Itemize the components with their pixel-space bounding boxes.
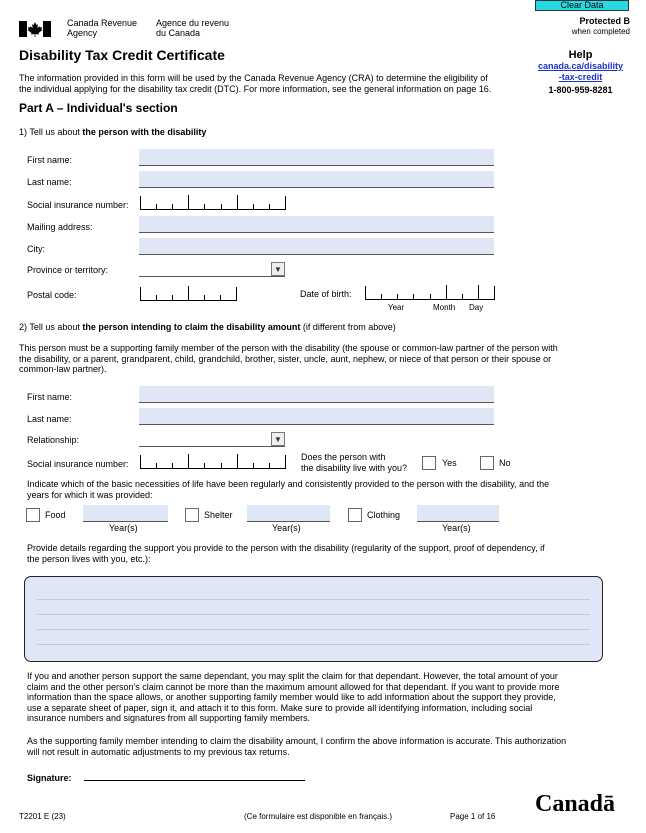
claimant-last-name-input[interactable] <box>139 408 494 425</box>
dob-input[interactable] <box>365 286 495 300</box>
relationship-label: Relationship: <box>27 435 80 445</box>
food-years-label: Year(s) <box>109 523 138 533</box>
french-note: (Ce formulaire est disponible en français.) <box>244 812 393 821</box>
signature-label: Signature: <box>27 773 72 783</box>
postal-code-label: Postal code: <box>27 290 77 300</box>
protected-notice: Protected B when completed <box>571 16 630 36</box>
last-name-label: Last name: <box>27 177 72 187</box>
canada-wordmark: Canadā <box>535 791 616 817</box>
clothing-years-label: Year(s) <box>442 523 471 533</box>
province-label: Province or territory: <box>27 265 109 275</box>
claimant-first-name-input[interactable] <box>139 386 494 403</box>
shelter-years-input[interactable] <box>247 505 330 522</box>
city-label: City: <box>27 244 45 254</box>
chevron-down-icon[interactable]: ▼ <box>271 262 285 276</box>
clear-data-button[interactable]: Clear Data <box>535 0 629 11</box>
live-with-question: Does the person with the disability live with you? <box>301 452 408 473</box>
shelter-years-label: Year(s) <box>272 523 301 533</box>
claimant-first-name-label: First name: <box>27 392 73 402</box>
sin-label: Social insurance number: <box>27 200 129 210</box>
first-name-input[interactable] <box>139 149 494 166</box>
food-years-input[interactable] <box>83 505 168 522</box>
help-link[interactable]: canada.ca/disability -tax-credit <box>537 61 624 82</box>
part-a-heading: Part A – Individual's section <box>19 101 178 115</box>
page-number: Page 1 of 16 <box>450 812 496 821</box>
claimant-sin-label: Social insurance number: <box>27 459 129 469</box>
month-label: Month <box>433 303 456 312</box>
split-claim-text: If you and another person support the same dependant, you may split the claim for that dependant. However, the total amount of your claim and the other person's claim cannot be more than the maximum amount allowed for that dependant. If you want to provide more information than the space allows, or another supporting family member would like to add information about the support they provide, use a separate sheet of paper, sign it, and attach it to this form. Make sure to provide all identifying information, including social insurance numbers and signatures from all supporting family members. <box>27 671 560 723</box>
day-label: Day <box>469 303 484 312</box>
shelter-label: Shelter <box>204 510 233 520</box>
section1-heading: 1) Tell us about the person with the disability <box>19 127 207 137</box>
yes-label: Yes <box>442 458 457 468</box>
dob-label: Date of birth: <box>300 289 352 299</box>
mailing-address-label: Mailing address: <box>27 222 93 232</box>
food-label: Food <box>45 510 66 520</box>
support-details-prompt: Provide details regarding the support you provide to the person with the disability (regularity of the support, proof of dependency, if the person lives with you, etc.): <box>27 543 545 564</box>
clothing-years-input[interactable] <box>417 505 499 522</box>
supporting-member-note: This person must be a supporting family member of the person with the disability (the spouse or common-law partner of the person with the disability, or a parent, grandparent, child, grandchild, brother, sister, uncle, aunt, nephew, or niece of that person or their spouse or common-law partner). <box>19 343 558 374</box>
form-code: T2201 E (23) <box>19 812 66 821</box>
clothing-checkbox[interactable] <box>348 508 362 522</box>
sin-input[interactable] <box>140 196 286 210</box>
no-label: No <box>499 458 511 468</box>
mailing-address-input[interactable] <box>139 216 494 233</box>
city-input[interactable] <box>139 238 494 255</box>
first-name-label: First name: <box>27 155 73 165</box>
section2-heading: 2) Tell us about the person intending to claim the disability amount (if different from above) <box>19 322 396 332</box>
live-with-no-checkbox[interactable] <box>480 456 494 470</box>
last-name-input[interactable] <box>139 171 494 188</box>
postal-code-input[interactable] <box>140 287 237 301</box>
live-with-yes-checkbox[interactable] <box>422 456 436 470</box>
dept-name-fr: Agence du revenu du Canada <box>156 18 230 38</box>
claimant-last-name-label: Last name: <box>27 414 72 424</box>
canada-flag-icon <box>19 21 51 37</box>
signature-line[interactable] <box>84 780 305 781</box>
chevron-down-icon[interactable]: ▼ <box>271 432 285 446</box>
help-box: Help canada.ca/disability -tax-credit 1-800-959-8281 <box>537 49 624 95</box>
year-label: Year <box>388 303 405 312</box>
clothing-label: Clothing <box>367 510 401 520</box>
form-title: Disability Tax Credit Certificate <box>19 47 225 63</box>
confirmation-text: As the supporting family member intending to claim the disability amount, I confirm the above information is accurate. This authorization will not result in automatic adjustments to my previous tax returns. <box>27 736 567 757</box>
relationship-select[interactable] <box>139 432 285 447</box>
support-details-textarea[interactable] <box>24 576 603 662</box>
intro-text: The information provided in this form will be used by the Canada Revenue Agency (CRA) to determine the eligibility of the individual applying for the disability tax credit (DTC). For more information, see the general information on page 16. <box>19 73 492 94</box>
dept-name-en: Canada Revenue Agency <box>67 18 138 38</box>
province-select[interactable] <box>139 262 285 277</box>
necessities-text: Indicate which of the basic necessities of life have been regularly and consistently provided to the person with the disability, and the years for which it was provided: <box>27 479 550 500</box>
food-checkbox[interactable] <box>26 508 40 522</box>
claimant-sin-input[interactable] <box>140 455 286 469</box>
shelter-checkbox[interactable] <box>185 508 199 522</box>
